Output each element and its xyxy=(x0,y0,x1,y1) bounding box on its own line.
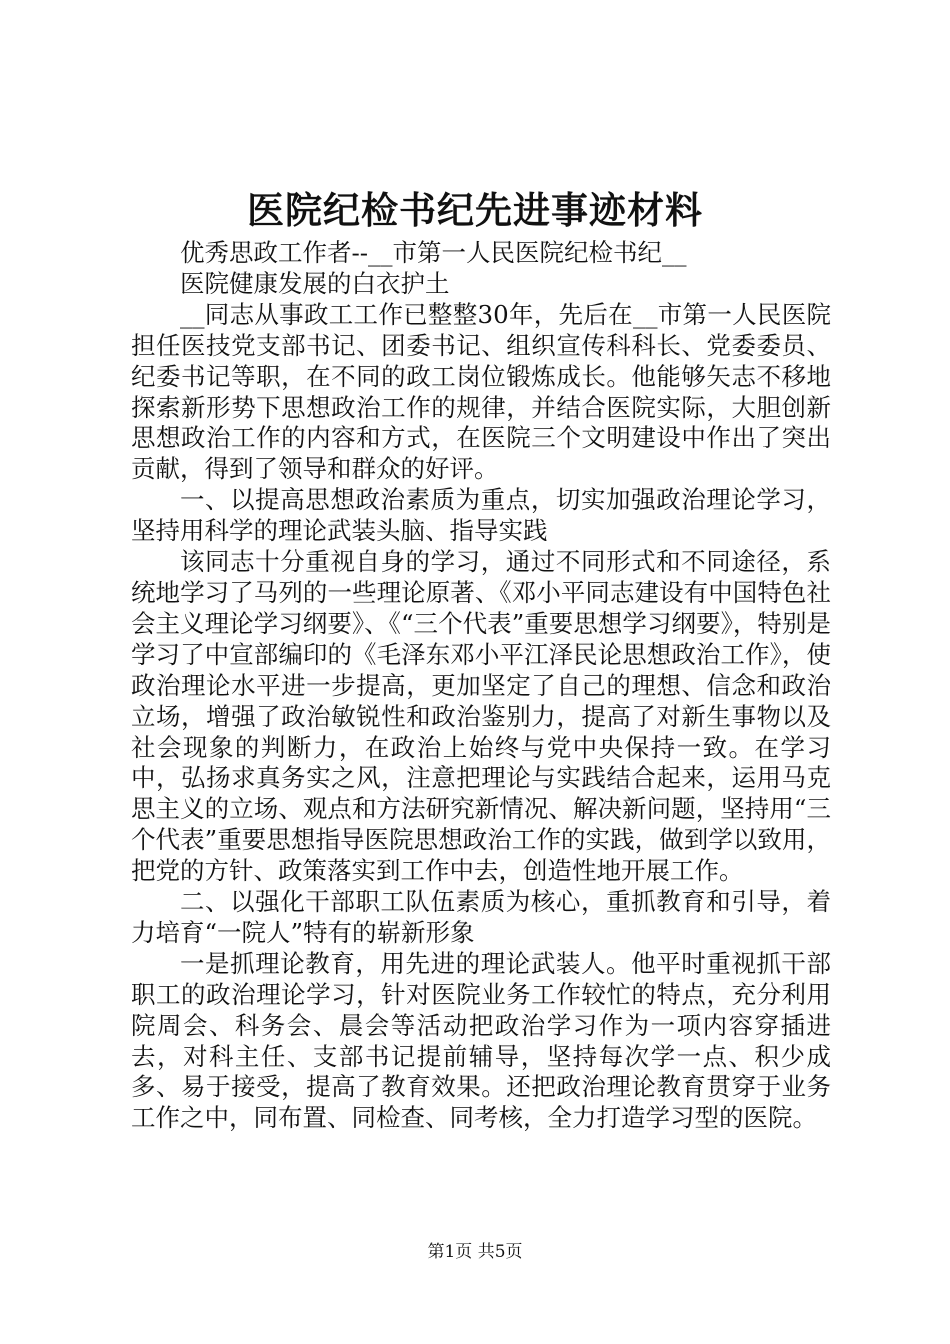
paragraph-subtitle-2: 医院健康发展的白衣护土 xyxy=(180,268,450,298)
paragraph-intro: __同志从事政工工作已整整30年，先后在__市第一人民医院担任医技党支部书记、团委书记、组织宣传科科长、党委委员、纪委书记等职，在不同的政工岗位锻炼成长。他能够矢志不移地探索新形势下思想政治工作的规律，并结合医院实际，大胆创新思想政治工作的内容和方式，在医院三个文明建设中作出了突出贡献，得到了领导和群众的好评。 xyxy=(131,299,831,484)
section-heading-2: 二、以强化干部职工队伍素质为核心，重抓教育和引导，着力培育“一院人”特有的崭新形象 xyxy=(131,887,831,947)
page-footer: 第1页 共5页 xyxy=(427,1242,523,1262)
paragraph-section-2: 一是抓理论教育，用先进的理论武装人。他平时重视抓干部职工的政治理论学习，针对医院业务工作较忙的特点，充分利用院周会、科务会、晨会等活动把政治学习作为一项内容穿插进去，对科主任、支部书记提前辅导，坚持每次学一点、积少成多、易于接受，提高了教育效果。还把政治理论教育贯穿于业务工作之中，同布置、同检查、同考核，全力打造学习型的医院。 xyxy=(131,948,831,1133)
section-heading-1: 一、以提高思想政治素质为重点，切实加强政治理论学习，坚持用科学的理论武装头脑、指导实践 xyxy=(131,485,831,546)
paragraph-section-1: 该同志十分重视自身的学习，通过不同形式和不同途径，系统地学习了马列的一些理论原著、《邓小平同志建设有中国特色社会主义理论学习纲要》、《“三个代表”重要思想学习纲要》，特别是学习了中宣部编印的《毛泽东邓小平江泽民论思想政治工作》，使政治理论水平进一步提高，更加坚定了自己的理想、信念和政治立场，增强了政治敏锐性和政治鉴别力，提高了对新生事物以及社会现象的判断力，在政治上始终与党中央保持一致。在学习中，弘扬求真务实之风，注意把理论与实践结合起来，运用马克思主义的立场、观点和方法研究新情况、解决新问题，坚持用“三个代表”重要思想指导医院思想政治工作的实践，做到学以致用，把党的方针、政策落实到工作中去，创造性地开展工作。 xyxy=(131,547,831,886)
document-body xyxy=(131,238,831,1134)
paragraph-subtitle-1: 优秀思政工作者--__市第一人民医院纪检书纪__ xyxy=(180,238,687,267)
document-title: 医院纪检书纪先进事迹材料 xyxy=(247,188,703,232)
